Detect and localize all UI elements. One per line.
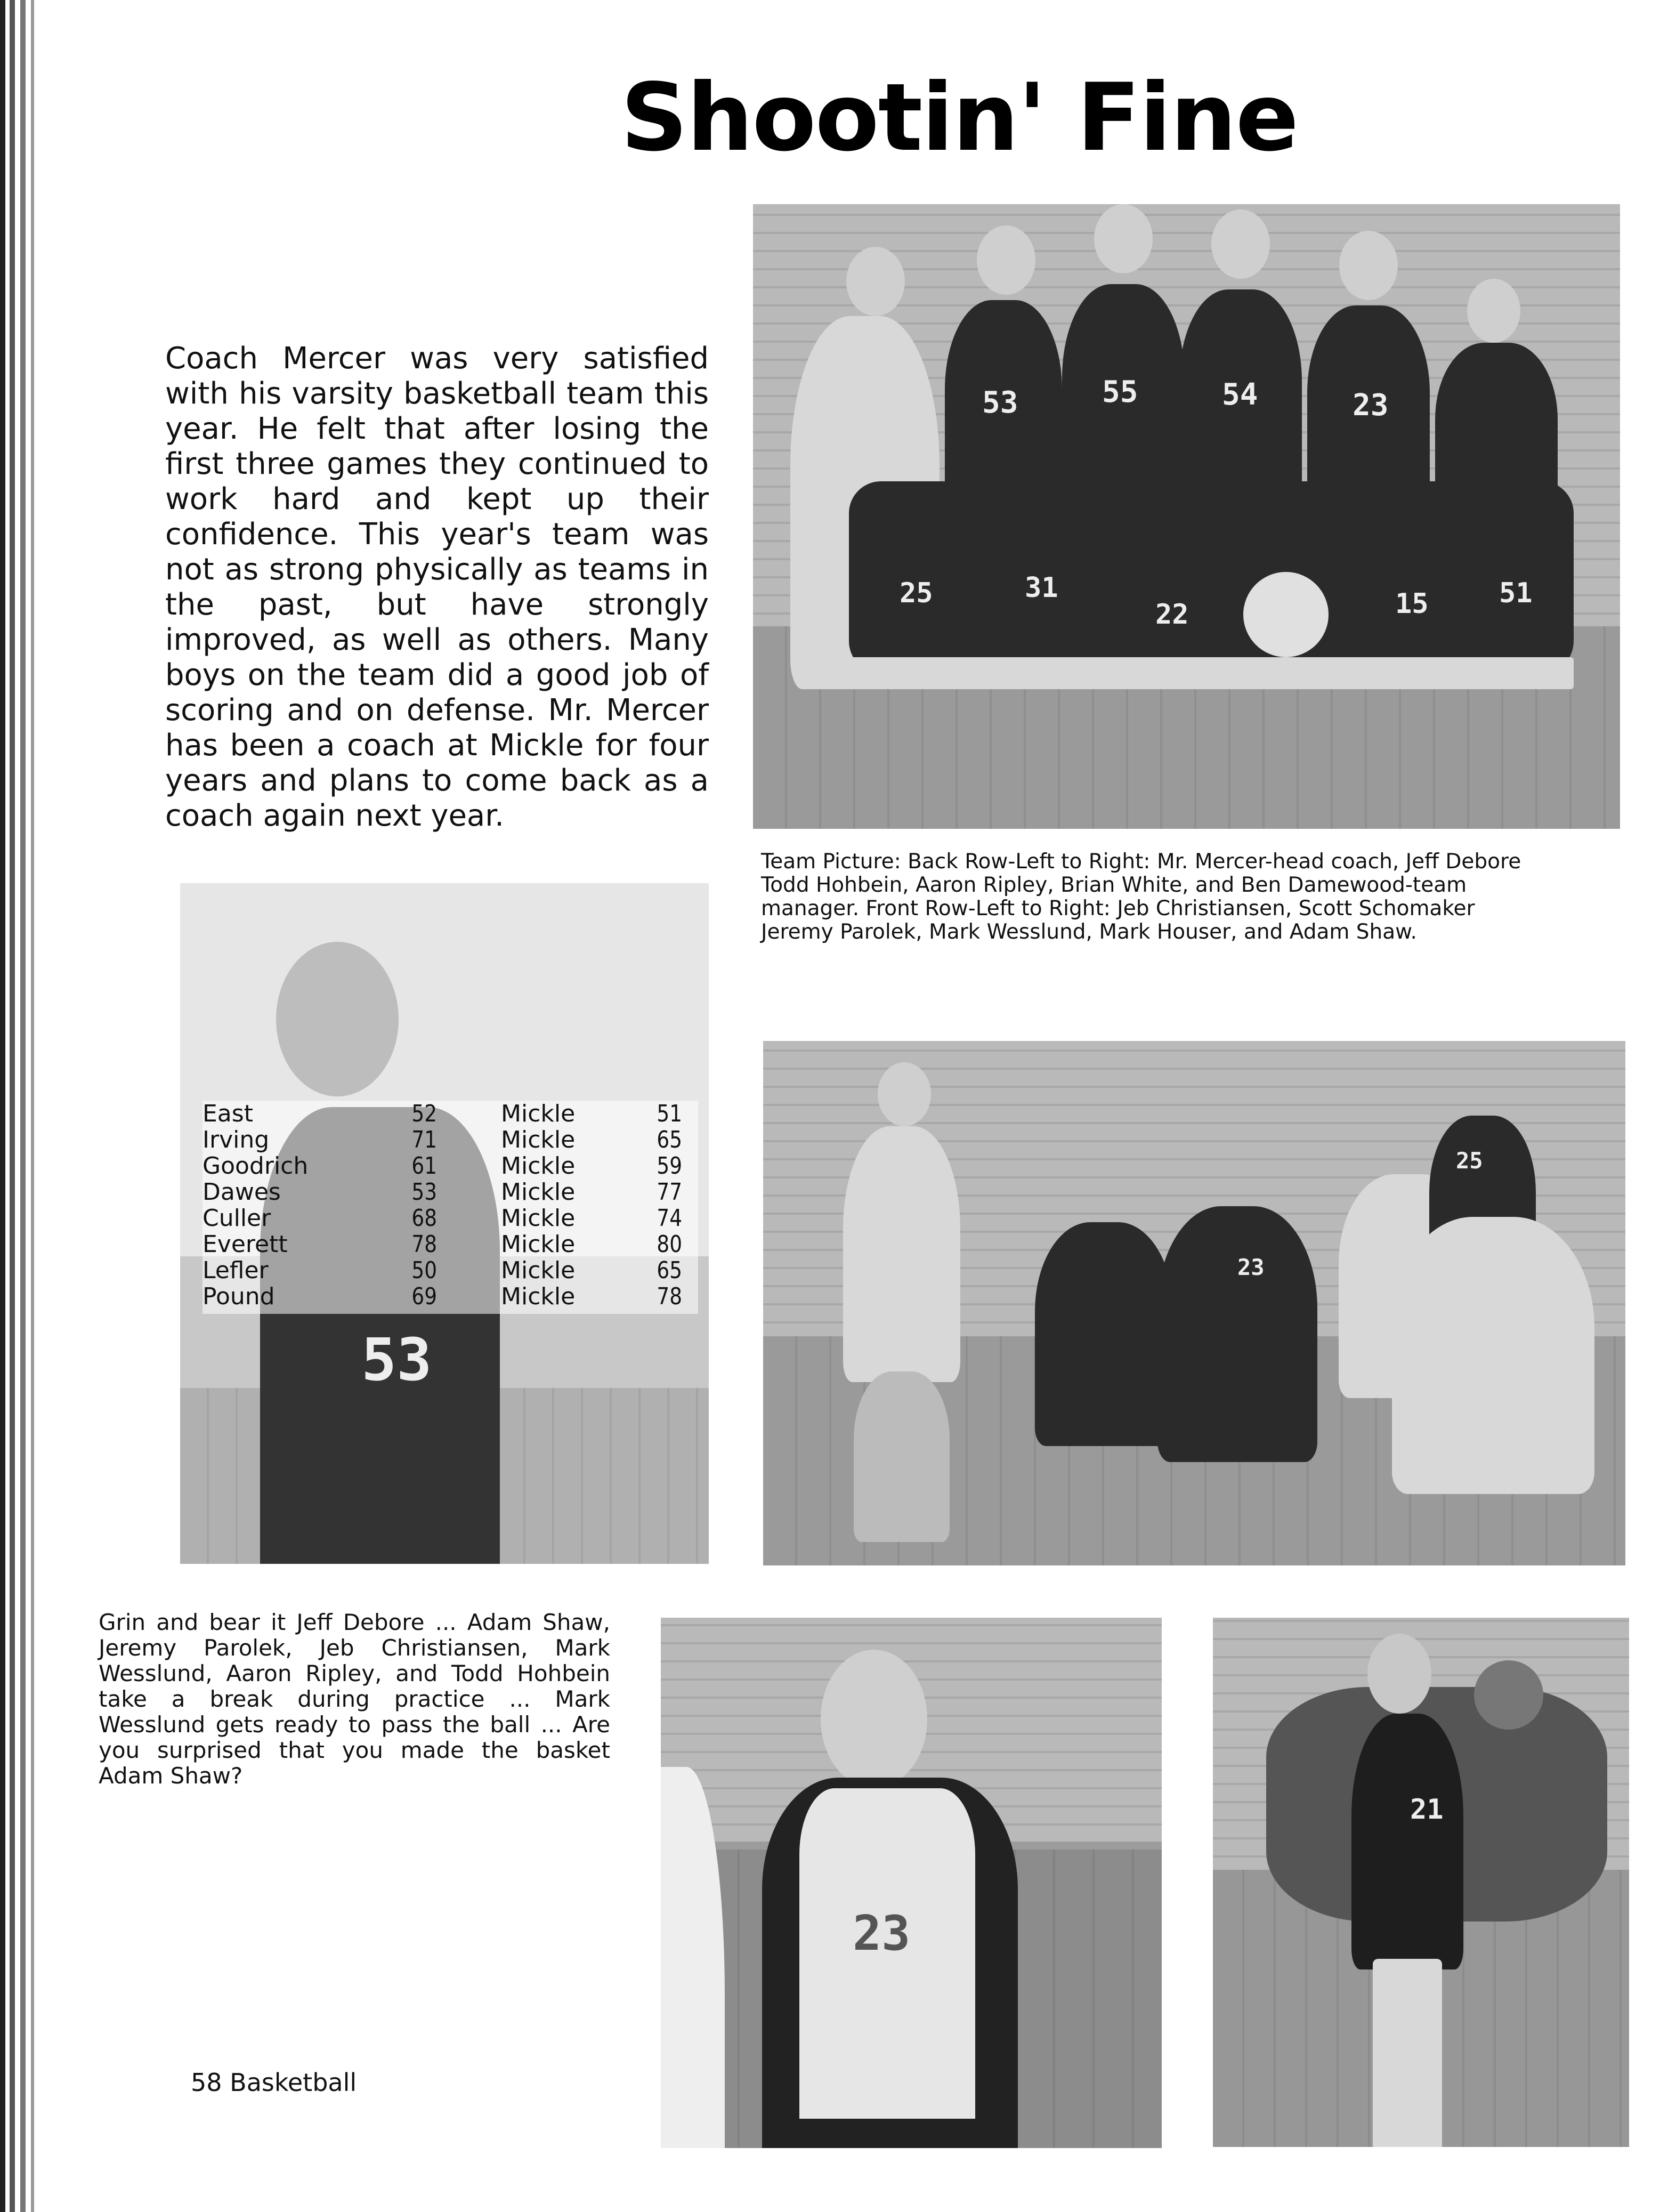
jersey-number: 25: [900, 577, 933, 609]
opponent-score: 71: [411, 1126, 437, 1153]
team-score: 59: [657, 1152, 682, 1180]
caption-line: manager. Front Row-Left to Right: Jeb Christiansen, Scott Schomaker: [761, 897, 1475, 921]
caption-line: Team Picture: Back Row-Left to Right: Mr. Mercer-head coach, Jeff Debore: [761, 850, 1521, 874]
team-name: Mickle: [501, 1126, 576, 1153]
opponent-name: Everett: [203, 1231, 288, 1258]
jersey-number: 21: [1410, 1794, 1444, 1826]
team-score: 80: [657, 1231, 682, 1258]
team-score: 74: [657, 1205, 682, 1232]
jersey-number: 23: [853, 1906, 911, 1961]
team-score: 77: [657, 1178, 682, 1206]
intro-paragraph: Coach Mercer was very satisfied with his varsity basketball team this year. He felt that after losing the first three games they continued to work hard and kept up their confidence. This year's team was not as strong physically as teams in the past, but have strongly improved, as well as others. Many boys on the team did a good job of scoring and on defense. Mr. Mercer has been a coach at Mickle for four years and plans to come back as a coach again next year.: [165, 341, 709, 833]
team-name: Mickle: [501, 1152, 576, 1180]
page-edge: [20, 0, 26, 2212]
page-title: Shootin' Fine: [620, 64, 1298, 172]
jersey-number: 23: [1353, 388, 1389, 423]
page-folio: 58 Basketball: [191, 2068, 357, 2097]
score-row: [203, 1231, 698, 1257]
score-row: [203, 1101, 698, 1127]
score-row: [203, 1257, 698, 1283]
team-score: 51: [657, 1100, 682, 1127]
opponent-name: East: [203, 1100, 253, 1127]
opponent-name: Lefler: [203, 1257, 269, 1284]
jersey-number: 53: [361, 1326, 432, 1394]
jersey-number: 55: [1102, 375, 1138, 409]
opponent-score: 50: [411, 1257, 437, 1284]
team-photo: [753, 204, 1620, 829]
score-row: [203, 1283, 698, 1310]
opponent-name: Irving: [203, 1126, 270, 1153]
jersey-number: 15: [1395, 588, 1429, 620]
practice-caption: Grin and bear it Jeff Debore ... Adam Shaw, Jeremy Parolek, Jeb Christiansen, Mark Wesslund, Aaron Ripley, and Todd Hohbein take a break during practice ... Mark Wesslund gets ready to pass the ball ... Are you surprised that you made the basket Adam Shaw?: [99, 1609, 610, 1789]
team-photo-jerseys: [753, 204, 1620, 829]
score-row: [203, 1205, 698, 1231]
team-photo-caption: [761, 850, 1668, 944]
caption-line: Jeremy Parolek, Mark Wesslund, Mark Houser, and Adam Shaw.: [761, 920, 1417, 944]
opponent-score: 52: [411, 1100, 437, 1127]
jersey-number: 53: [982, 385, 1018, 420]
team-score: 65: [657, 1126, 682, 1153]
score-row: [203, 1179, 698, 1205]
team-name: Mickle: [501, 1283, 576, 1310]
opponent-score: 68: [411, 1205, 437, 1232]
team-score: 65: [657, 1257, 682, 1284]
page-edge: [10, 0, 15, 2212]
team-name: Mickle: [501, 1100, 576, 1127]
opponent-name: Goodrich: [203, 1152, 309, 1180]
page-edge: [0, 0, 5, 2212]
team-name: Mickle: [501, 1231, 576, 1258]
opponent-score: 78: [411, 1231, 437, 1258]
jersey-number: 22: [1155, 599, 1189, 631]
opponent-name: Dawes: [203, 1178, 281, 1206]
jersey-number: 23: [1237, 1254, 1265, 1280]
jersey-number: 31: [1025, 572, 1058, 604]
opponent-name: Culler: [203, 1205, 271, 1232]
team-name: Mickle: [501, 1257, 576, 1284]
opponent-score: 61: [411, 1152, 437, 1180]
opponent-score: 53: [411, 1178, 437, 1206]
score-table: [203, 1101, 698, 1314]
score-row: [203, 1153, 698, 1179]
team-name: Mickle: [501, 1205, 576, 1232]
caption-line: Todd Hohbein, Aaron Ripley, Brian White, and Ben Damewood-team: [761, 873, 1467, 897]
team-name: Mickle: [501, 1178, 576, 1206]
opponent-score: 69: [411, 1283, 437, 1310]
jersey-number: 54: [1222, 377, 1258, 412]
opponent-name: Pound: [203, 1283, 275, 1310]
page-edge: [31, 0, 34, 2212]
shooter-photo: [1213, 1618, 1629, 2147]
score-row: [203, 1127, 698, 1153]
jersey-number: 51: [1499, 577, 1533, 609]
jersey-number: 25: [1456, 1148, 1483, 1174]
portrait-photo: [661, 1618, 1162, 2148]
team-score: 78: [657, 1283, 682, 1310]
practice-photo: [763, 1041, 1625, 1565]
